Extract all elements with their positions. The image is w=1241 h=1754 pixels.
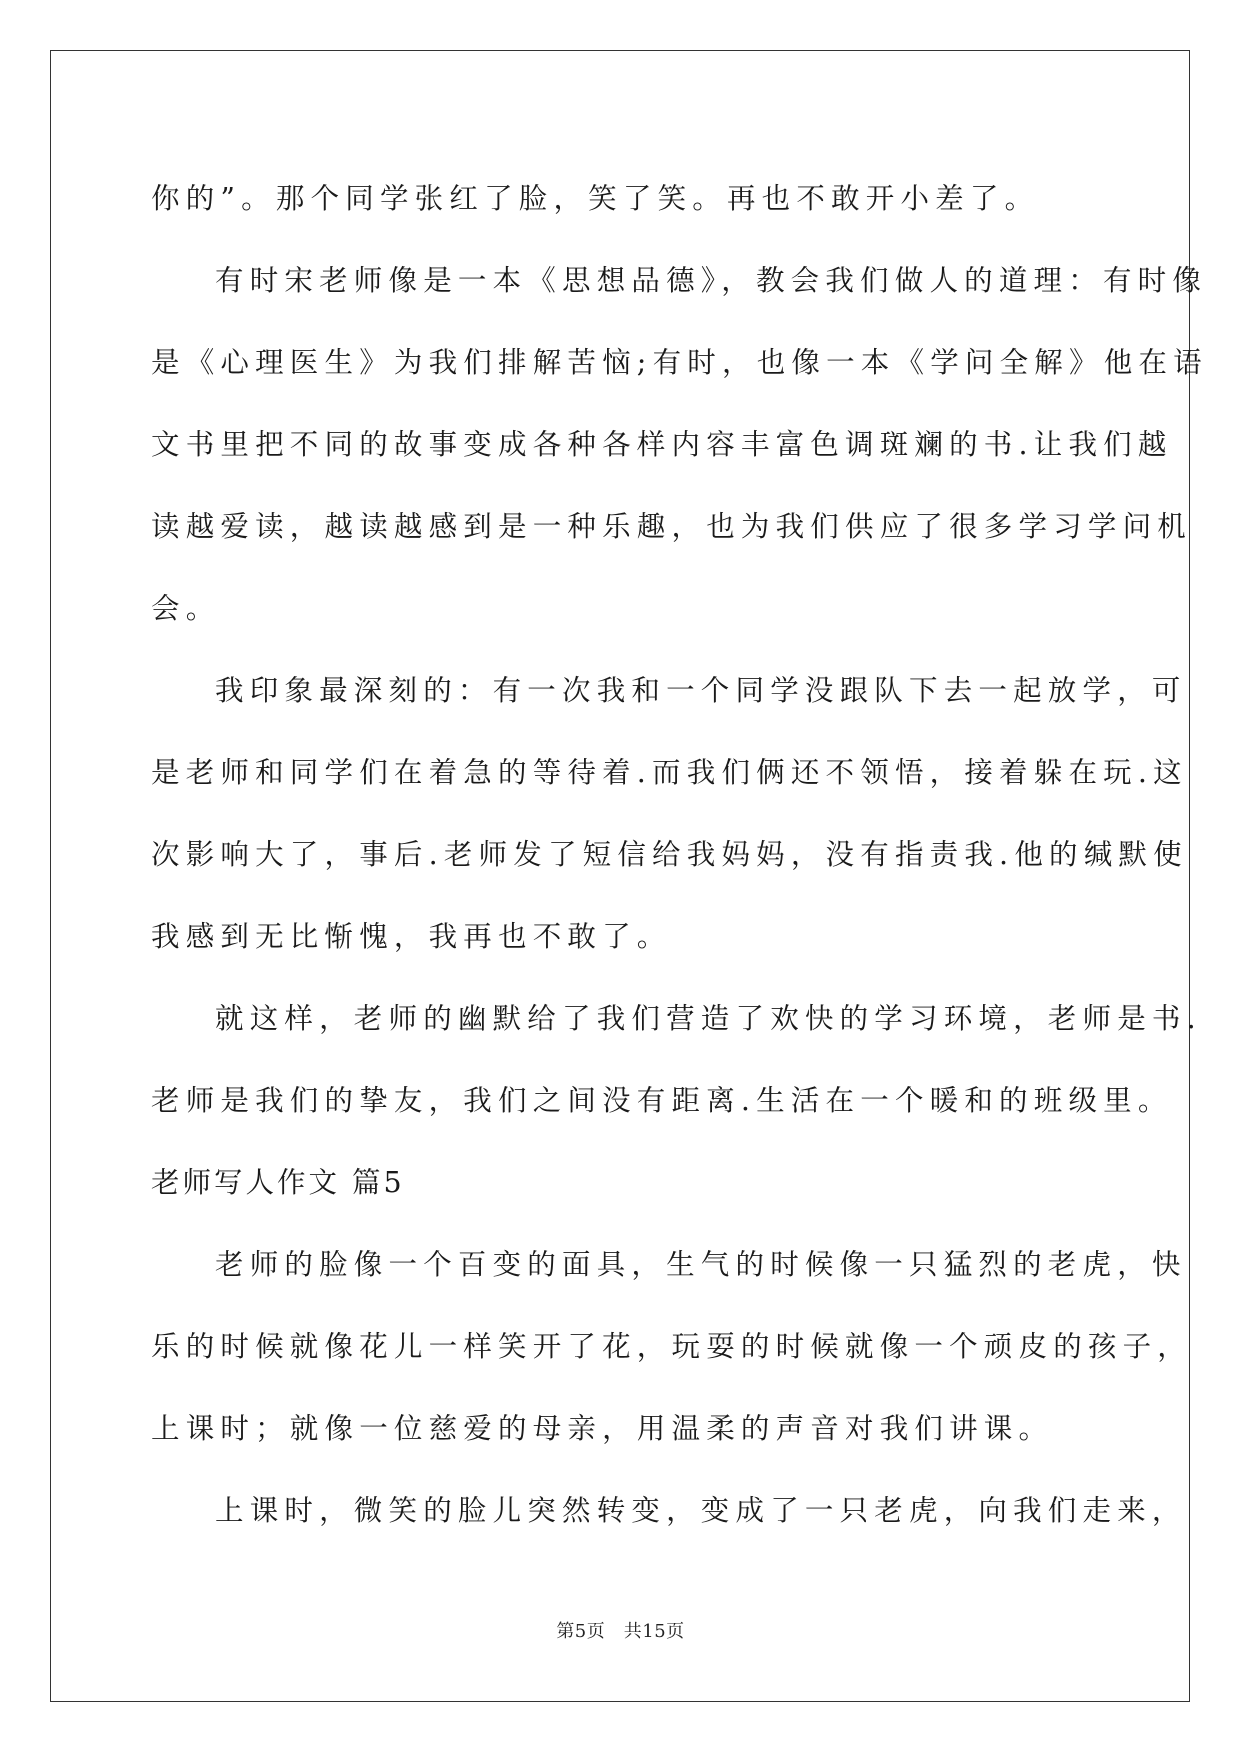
text-line: 是老师和同学们在着急的等待着.而我们俩还不领悟，接着躲在玩.这 [151,756,1188,789]
text-line: 读越爱读，越读越感到是一种乐趣，也为我们供应了很多学习学问机 [151,510,1193,543]
text-line: 是《心理医生》为我们排解苦恼;有时，也像一本《学问全解》他在语 [151,346,1208,379]
text-line: 我感到无比惭愧，我再也不敢了。 [151,920,672,953]
text-line: 次影响大了，事后.老师发了短信给我妈妈，没有指责我.他的缄默使 [151,838,1188,871]
paragraph-start: 有时宋老师像是一本《思想品德》，教会我们做人的道理：有时像 [215,264,1208,297]
paragraph-start: 老师的脸像一个百变的面具，生气的时候像一只猛烈的老虎，快 [215,1248,1187,1281]
paragraph-start: 就这样，老师的幽默给了我们营造了欢快的学习环境，老师是书. [215,1002,1202,1035]
section-heading: 老师写人作文 篇5 [151,1166,405,1199]
text-line: 上课时；就像一位慈爱的母亲，用温柔的声音对我们讲课。 [151,1412,1054,1445]
text-line: 文书里把不同的故事变成各种各样内容丰富色调斑斓的书.让我们越 [151,428,1173,461]
text-line: 乐的时候就像花儿一样笑开了花，玩耍的时候就像一个顽皮的孩子， [151,1330,1193,1363]
page-number: 第5页 共15页 [556,1621,685,1642]
text-line: 会。 [151,592,221,625]
document-body [151,158,1208,1552]
paragraph-start: 上课时，微笑的脸儿突然转变，变成了一只老虎，向我们走来， [215,1494,1187,1527]
text-line: 你的”。那个同学张红了脸，笑了笑。再也不敢开小差了。 [151,182,1040,215]
text-line: 老师是我们的挚友，我们之间没有距离.生活在一个暖和的班级里。 [151,1084,1173,1117]
paragraph-start: 我印象最深刻的：有一次我和一个同学没跟队下去一起放学，可 [215,674,1187,707]
